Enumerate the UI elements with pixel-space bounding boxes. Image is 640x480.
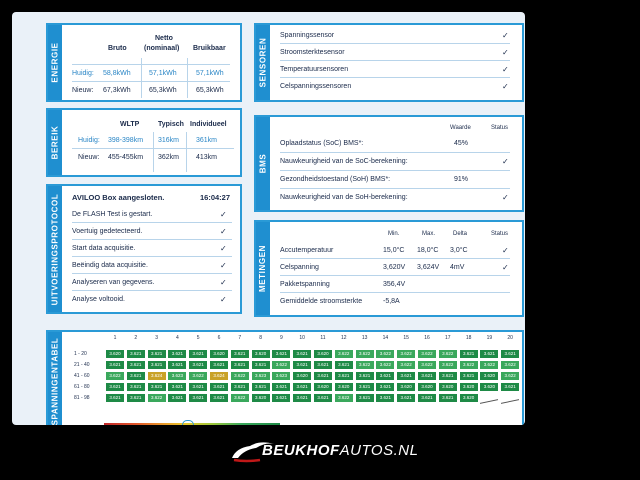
logo-suffix: AUTOS.NL (339, 442, 419, 459)
voltage-cell: 3.621 (148, 361, 166, 369)
protocol-divider (72, 290, 232, 291)
metingen-title: METINGEN (258, 244, 268, 293)
voltage-cell: 3.622 (418, 361, 436, 369)
protocol-divider (72, 273, 232, 274)
check-icon: ✓ (502, 65, 509, 74)
meting-label: Accutemperatuur (280, 247, 334, 254)
voltage-cell: 3.621 (439, 394, 457, 402)
bms-title: BMS (258, 153, 268, 174)
energie-side-label (48, 25, 62, 100)
metingen-col-min: Min. (388, 231, 400, 237)
bereik-card (46, 108, 242, 177)
bereik-value: 316km (158, 137, 180, 144)
protocol-divider (72, 256, 232, 257)
voltage-cell: 3.621 (148, 383, 166, 391)
voltage-cell: 3.620 (252, 394, 270, 402)
bms-divider (280, 170, 510, 171)
grid-column-header: 12 (341, 335, 347, 341)
check-icon: ✓ (220, 210, 227, 219)
energie-value: 57,1kWh (196, 70, 224, 77)
energie-divider (72, 81, 230, 82)
voltage-cell: 3.621 (314, 394, 332, 402)
voltage-cell: 3.620 (480, 372, 498, 380)
bms-label: Nauwkeurigheid van de SoC-berekening: (280, 158, 408, 165)
meting-divider (280, 258, 510, 259)
voltage-cell: 3.622 (501, 372, 519, 380)
meting-min: 15,0°C (383, 247, 405, 254)
voltage-cell: 3.620 (460, 394, 478, 402)
voltage-cell: 3.621 (397, 394, 415, 402)
voltage-cell: 3.621 (168, 383, 186, 391)
bereik-title: BEREIK (50, 125, 60, 160)
grid-column-header: 17 (445, 335, 451, 341)
voltage-cell: 3.621 (106, 361, 124, 369)
energie-row-label: Huidig: (72, 70, 94, 77)
bereik-header-wltp: WLTP (120, 121, 140, 128)
uitvoering-card (46, 184, 242, 314)
energie-value: 58,8kWh (103, 70, 131, 77)
voltage-cell: 3.622 (148, 394, 166, 402)
sensoren-side-label (256, 25, 270, 100)
bereik-col-divider (186, 132, 187, 172)
tabel-title: SPANNINGENTABEL (50, 337, 60, 425)
voltage-cell: 3.621 (231, 383, 249, 391)
energie-header-nominaal: (nominaal) (144, 45, 180, 52)
meting-delta: 3,0°C (450, 247, 468, 254)
grid-column-header: 8 (259, 335, 262, 341)
grid-column-header: 20 (507, 335, 513, 341)
voltage-cell: 3.621 (210, 394, 228, 402)
uitvoering-time: 16:04:27 (200, 193, 231, 202)
meting-divider (280, 292, 510, 293)
voltage-cell: 3.621 (106, 394, 124, 402)
sensor-item: Temperatuursensoren (280, 66, 349, 73)
bereik-row-label: Nieuw: (78, 154, 100, 161)
voltage-cell: 3.621 (127, 361, 145, 369)
scale-marker (182, 420, 194, 425)
sensor-divider (280, 60, 510, 61)
protocol-step: Beëindig data acquisitie. (72, 262, 148, 269)
voltage-cell: 3.621 (272, 394, 290, 402)
check-icon: ✓ (220, 295, 227, 304)
voltage-cell: 3.623 (272, 372, 290, 380)
empty-cell (480, 392, 498, 404)
meting-delta: 4mV (450, 264, 465, 271)
voltage-cell: 3.621 (439, 372, 457, 380)
protocol-step: Analyse voltooid. (72, 296, 125, 303)
voltage-cell: 3.622 (501, 361, 519, 369)
voltage-cell: 3.622 (439, 361, 457, 369)
bereik-header-typisch: Typisch (158, 121, 184, 128)
bereik-header-individueel: Individueel (190, 121, 227, 128)
bms-card (254, 115, 524, 212)
voltage-cell: 3.623 (168, 372, 186, 380)
energie-col-divider (187, 58, 188, 98)
voltage-cell: 3.622 (397, 361, 415, 369)
logo-brand: BEUKHOF (262, 442, 340, 459)
voltage-cell: 3.620 (480, 383, 498, 391)
metingen-col-status: Status (491, 231, 509, 237)
voltage-cell: 3.622 (335, 394, 353, 402)
voltage-cell: 3.621 (189, 361, 207, 369)
protocol-divider (72, 239, 232, 240)
voltage-cell: 3.622 (397, 350, 415, 358)
voltage-cell: 3.624 (210, 372, 228, 380)
energie-value: 65,3kWh (196, 87, 224, 94)
bereik-value: 413km (196, 154, 218, 161)
aviloo-report (12, 12, 525, 425)
voltage-cell: 3.622 (106, 372, 124, 380)
bereik-value: 398-398km (108, 137, 144, 144)
meting-max: 3,624V (417, 264, 440, 271)
voltage-cell: 3.622 (356, 361, 374, 369)
voltage-cell: 3.620 (314, 350, 332, 358)
sensoren-title: SENSOREN (258, 37, 268, 88)
voltage-cell: 3.622 (376, 361, 394, 369)
uitvoering-side-label (48, 186, 62, 312)
voltage-cell: 3.620 (314, 383, 332, 391)
voltage-cell: 3.621 (148, 350, 166, 358)
check-icon: ✓ (502, 82, 509, 91)
voltage-cell: 3.621 (189, 350, 207, 358)
energie-value: 67,3kWh (103, 87, 131, 94)
energie-col-divider (141, 58, 142, 98)
metingen-col-delta: Delta (453, 231, 468, 237)
voltage-cell: 3.622 (418, 350, 436, 358)
meting-min: 3,620V (383, 264, 406, 271)
tabel-side-label (48, 332, 62, 425)
bms-value: 45% (454, 140, 469, 147)
grid-column-header: 11 (320, 335, 326, 341)
check-icon: ✓ (502, 263, 509, 272)
bms-divider (280, 188, 510, 189)
uitvoering-header: AVILOO Box aangesloten. (72, 193, 165, 202)
check-icon: ✓ (220, 278, 227, 287)
voltage-cell: 3.621 (189, 383, 207, 391)
voltage-cell: 3.620 (418, 383, 436, 391)
grid-column-header: 10 (299, 335, 305, 341)
voltage-cell: 3.621 (210, 361, 228, 369)
voltage-cell: 3.620 (106, 350, 124, 358)
voltage-cell: 3.620 (210, 350, 228, 358)
protocol-step: Voertuig gedetecteerd. (72, 228, 143, 235)
grid-column-header: 15 (403, 335, 409, 341)
voltage-cell: 3.622 (231, 372, 249, 380)
voltage-cell: 3.620 (397, 383, 415, 391)
voltage-cell: 3.621 (272, 383, 290, 391)
sensor-divider (280, 43, 510, 44)
voltage-cell: 3.621 (356, 372, 374, 380)
energie-row-label: Nieuw: (72, 87, 94, 94)
bereik-row-label: Huidig: (78, 137, 100, 144)
voltage-cell: 3.621 (376, 372, 394, 380)
voltage-cell: 3.621 (356, 383, 374, 391)
grid-column-header: 19 (486, 335, 493, 341)
voltage-cell: 3.621 (418, 372, 436, 380)
voltage-cell: 3.621 (460, 372, 478, 380)
protocol-step: Start data acquisitie. (72, 245, 136, 252)
voltage-cell: 3.622 (231, 394, 249, 402)
energie-header-netto: Netto (155, 35, 173, 42)
grid-column-header: 1 (113, 335, 117, 341)
bms-side-label (256, 117, 270, 210)
voltage-cell: 3.622 (335, 350, 353, 358)
bereik-value: 455-455km (108, 154, 144, 161)
voltage-cell: 3.621 (376, 383, 394, 391)
voltage-cell: 3.621 (460, 350, 478, 358)
grid-column-header: 6 (217, 335, 221, 341)
check-icon: ✓ (502, 48, 509, 57)
sensor-divider (280, 77, 510, 78)
voltage-cell: 3.621 (272, 350, 290, 358)
voltage-cell: 3.621 (168, 350, 186, 358)
bereik-value: 362km (158, 154, 180, 161)
voltage-cell: 3.620 (460, 383, 478, 391)
check-icon: ✓ (502, 246, 509, 255)
voltage-cell: 3.622 (439, 350, 457, 358)
bms-value: 91% (454, 176, 469, 183)
grid-column-header: 4 (176, 335, 179, 341)
voltage-cell: 3.621 (231, 361, 249, 369)
voltage-cell: 3.622 (376, 350, 394, 358)
voltage-cell: 3.621 (480, 350, 498, 358)
grid-column-header: 5 (196, 335, 200, 341)
grid-row-label: 41 - 60 (74, 373, 90, 379)
beukhof-logo (226, 434, 419, 470)
voltage-cell: 3.621 (252, 361, 270, 369)
voltage-cell: 3.622 (189, 372, 207, 380)
voltage-cell: 3.620 (293, 372, 311, 380)
metingen-side-label (256, 222, 270, 315)
bms-col-status: Status (491, 125, 509, 131)
meting-min: 356,4V (383, 281, 406, 288)
voltage-cell: 3.621 (314, 361, 332, 369)
metingen-card (254, 220, 524, 317)
voltage-cell: 3.621 (397, 372, 415, 380)
sensor-item: Spanningssensor (280, 32, 335, 39)
bms-label: Oplaadstatus (SoC) BMS*: (280, 140, 364, 147)
voltage-cell: 3.621 (168, 361, 186, 369)
protocol-step: De FLASH Test is gestart. (72, 211, 153, 218)
grid-column-header: 7 (238, 335, 242, 341)
check-icon: ✓ (502, 31, 509, 40)
check-icon: ✓ (220, 261, 227, 270)
check-icon: ✓ (502, 193, 509, 202)
sensor-item: Stroomsterktesensor (280, 49, 345, 56)
energie-header-bruikbaar: Bruikbaar (193, 45, 226, 52)
voltage-cell: 3.621 (293, 350, 311, 358)
voltage-cell: 3.622 (460, 361, 478, 369)
grid-row-label: 1 - 20 (74, 351, 87, 357)
bereik-value: 361km (196, 137, 218, 144)
energie-card (46, 23, 242, 102)
check-icon: ✓ (502, 157, 509, 166)
meting-label: Pakketspanning (280, 281, 330, 288)
bms-label: Gezondheidstoestand (SoH) BMS*: (280, 176, 391, 183)
grid-column-header: 2 (134, 335, 138, 341)
empty-cell (501, 392, 519, 404)
sensoren-card (254, 23, 524, 102)
meting-min: -5,8A (383, 298, 400, 305)
grid-row-label: 61 - 80 (74, 384, 90, 390)
bereik-side-label (48, 110, 62, 175)
spanningentabel-card (46, 330, 524, 425)
voltage-cell: 3.621 (231, 350, 249, 358)
meting-divider (280, 275, 510, 276)
voltage-cell: 3.621 (168, 394, 186, 402)
voltage-cell: 3.621 (293, 383, 311, 391)
meting-label: Gemiddelde stroomsterkte (280, 298, 363, 305)
voltage-cell: 3.621 (314, 372, 332, 380)
voltage-cell: 3.621 (127, 383, 145, 391)
voltage-cell: 3.621 (106, 383, 124, 391)
voltage-cell: 3.624 (148, 372, 166, 380)
energie-value: 65,3kWh (149, 87, 177, 94)
grid-row-label: 81 - 98 (74, 395, 90, 401)
energie-title: ENERGIE (50, 42, 60, 83)
voltage-cell: 3.621 (356, 394, 374, 402)
voltage-cell: 3.622 (272, 361, 290, 369)
voltage-cell: 3.621 (293, 361, 311, 369)
voltage-cell: 3.620 (439, 383, 457, 391)
grid-column-header: 13 (361, 335, 368, 341)
grid-column-header: 16 (424, 335, 430, 341)
bms-col-waarde: Waarde (450, 125, 471, 131)
meting-label: Celspanning (280, 264, 319, 271)
bms-divider (280, 152, 510, 153)
bereik-col-divider (153, 132, 154, 172)
metingen-col-max: Max. (422, 231, 436, 237)
protocol-step: Analyseren van gegevens. (72, 279, 155, 286)
voltage-cell: 3.621 (501, 383, 519, 391)
energie-header-bruto: Bruto (108, 45, 127, 52)
energie-value: 57,1kWh (149, 70, 177, 77)
voltage-cell: 3.621 (210, 383, 228, 391)
voltage-cell: 3.621 (252, 383, 270, 391)
voltage-cell: 3.621 (127, 350, 145, 358)
voltage-cell: 3.621 (335, 361, 353, 369)
voltage-cell: 3.621 (127, 394, 145, 402)
voltage-cell: 3.620 (252, 350, 270, 358)
bms-label: Nauwkeurigheid van de SoH-berekening: (280, 194, 408, 201)
voltage-cell: 3.621 (418, 394, 436, 402)
grid-column-header: 3 (155, 335, 158, 341)
voltage-cell: 3.621 (335, 372, 353, 380)
bereik-divider (72, 148, 234, 149)
check-icon: ✓ (220, 244, 227, 253)
voltage-cell: 3.621 (127, 372, 145, 380)
voltage-cell: 3.621 (501, 350, 519, 358)
voltage-cell: 3.621 (293, 394, 311, 402)
voltage-cell: 3.621 (376, 394, 394, 402)
uitvoering-title: UITVOERINGSPROTOCOL (50, 193, 60, 305)
sensor-item: Celspanningssensoren (280, 83, 352, 90)
voltage-cell: 3.622 (356, 350, 374, 358)
voltage-cell: 3.622 (480, 361, 498, 369)
grid-column-header: 14 (382, 335, 389, 341)
voltage-cell: 3.620 (335, 383, 353, 391)
grid-column-header: 18 (465, 335, 472, 341)
voltage-cell: 3.621 (189, 394, 207, 402)
meting-max: 18,0°C (417, 247, 439, 254)
energie-divider (72, 64, 230, 65)
protocol-divider (72, 222, 232, 223)
voltage-cell: 3.623 (252, 372, 270, 380)
grid-column-header: 9 (280, 335, 283, 341)
check-icon: ✓ (220, 227, 227, 236)
grid-row-label: 21 - 40 (74, 362, 90, 368)
